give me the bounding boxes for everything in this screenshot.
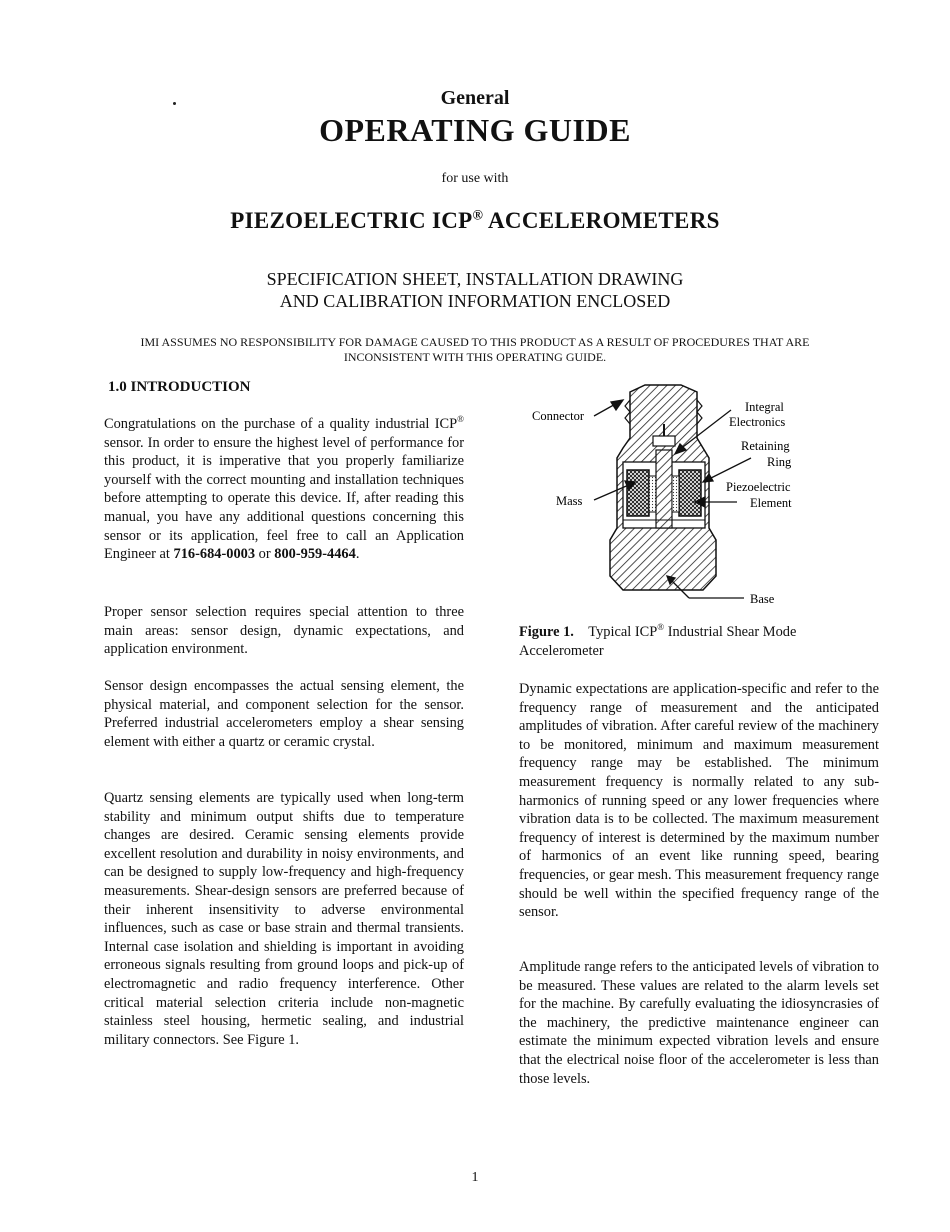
label-retaining: Retaining (741, 439, 790, 453)
sensor-body (610, 385, 716, 590)
disclaimer: IMI ASSUMES NO RESPONSIBILITY FOR DAMAGE CAUSED TO THIS PRODUCT AS A RESULT OF PROCEDURES THAT ARE INCONSISTENT WITH THIS OPERATING GUIDE. (140, 335, 810, 364)
page-number: 1 (471, 1170, 479, 1185)
doc-supertitle: General (440, 87, 510, 109)
for-use-with: for use with (441, 171, 509, 186)
label-element: Element (750, 496, 792, 510)
label-piezoelectric: Piezoelectric (726, 480, 791, 494)
intro-paragraph-4: Quartz sensing elements are typically used when long-term stability and minimum output shifts due to temperature changes are desired. Ceramic sensing elements provide excellent resolution and durability in noisy environments, and can be designed to supply low-frequency and high-frequency measurements. Shear-design sensors are preferred because of their inherent insensitivity to adverse environmental influences, such as case or base strain and thermal transients. Internal case isolation and shielding is important in avoiding erroneous signals resulting from ground loops and pick-up of electromagnetic and radio frequency interference. Other critical material selection criteria include non-magnetic stainless steel housing, hermetic sealing, and industrial military connectors. See Figure 1. (104, 790, 464, 1048)
amplitude-range-paragraph: Amplitude range refers to the anticipated levels of vibration to be measured. These values are related to the alarm levels set for the machine. By carefully evaluating the idiosyncrasies of the machinery, the predictive maintenance engineer can estimate the minimum expected vibration levels and ensure that the electrical noise floor of the accelerometer is less than those levels. (519, 959, 879, 1087)
intro-paragraph-2: Proper sensor selection requires special attention to three main areas: sensor design, dynamic expectations, and application environment. (104, 604, 464, 658)
accelerometer-diagram (519, 380, 899, 620)
label-mass: Mass (556, 494, 583, 508)
phone-number-1: 716-684-0003 (173, 546, 256, 563)
dynamic-expectations-paragraph: Dynamic expectations are application-specific and refer to the frequency range of measurement and the anticipated amplitudes of vibration. After careful review of the machinery to be monitored, minimum and maximum measurement frequency range may be established. The minimum measurement frequency is normally related to any sub-harmonics of running speed or any lower frequencies where vibration data is to be collected. The maximum measurement frequency of interest is determined by the maximum number of harmonics of an event like running speed, bearing frequencies, or gear mesh. This measurement frequency range should be well within the specified frequency range of the sensor. (519, 681, 879, 921)
phone-number-2: 800-959-4464 (274, 546, 356, 563)
spec-notice: SPECIFICATION SHEET, INSTALLATION DRAWING AND CALIBRATION INFORMATION ENCLOSED (266, 269, 684, 311)
intro-paragraph-1: Congratulations on the purchase of a quality industrial ICP® sensor. In order to ensure the highest level of performance for this product, it is imperative that you properly familiarize yourself with the correct mounting and installation techniques before attempting to operate this device. If, after reading this manual, you have any additional questions concerning this sensor or its application, feel free to call an Application Engineer at 716-684-0003 or 800-959-4464. (104, 414, 464, 563)
intro-paragraph-3: Sensor design encompasses the actual sensing element, the physical material, and component selection for the sensor. Preferred industrial accelerometers employ a shear sensing element with either a quartz or ceramic crystal. (104, 678, 464, 750)
label-electronics: Electronics (729, 415, 786, 429)
section-heading-introduction: 1.0 INTRODUCTION (108, 379, 251, 395)
label-connector: Connector (532, 409, 585, 423)
label-base: Base (750, 592, 775, 606)
product-title: PIEZOELECTRIC ICP® ACCELEROMETERS (230, 208, 720, 233)
label-integral: Integral (745, 400, 784, 414)
doc-title: OPERATING GUIDE (319, 112, 631, 148)
figure-caption: Figure 1. Typical ICP® Industrial Shear Mode Accelerometer (519, 622, 797, 659)
label-ring: Ring (767, 455, 792, 469)
